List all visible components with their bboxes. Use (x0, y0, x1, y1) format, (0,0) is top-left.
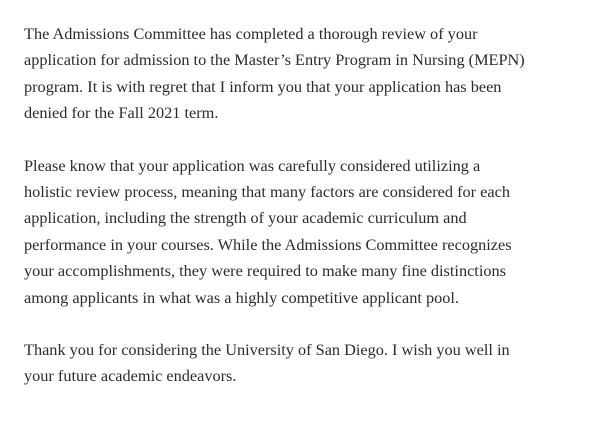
paragraph-review-process (24, 153, 589, 311)
text-line: program. It is with regret that I inform you that your application has been (24, 76, 502, 96)
letter-body (24, 21, 589, 416)
text-line: application, including the strength of your academic curriculum and (24, 208, 467, 228)
paragraph-decision (24, 21, 589, 127)
text-line: performance in your courses. While the Admissions Committee recognizes (24, 234, 512, 254)
text-line: your future academic endeavors. (24, 366, 237, 386)
paragraph-closing (24, 337, 589, 390)
text-line: holistic review process, meaning that many factors are considered for each (24, 182, 510, 202)
text-line: Thank you for considering the University of San Diego. I wish you well in (24, 340, 510, 360)
text-line: your accomplishments, they were required to make many fine distinctions (24, 261, 506, 281)
text-line: application for admission to the Master’s Entry Program in Nursing (MEPN) (24, 50, 525, 70)
text-line: among applicants in what was a highly competitive applicant pool. (24, 287, 459, 307)
text-line: denied for the Fall 2021 term. (24, 103, 219, 123)
text-line: The Admissions Committee has completed a thorough review of your (24, 24, 478, 43)
text-line: Please know that your application was carefully considered utilizing a (24, 155, 481, 175)
